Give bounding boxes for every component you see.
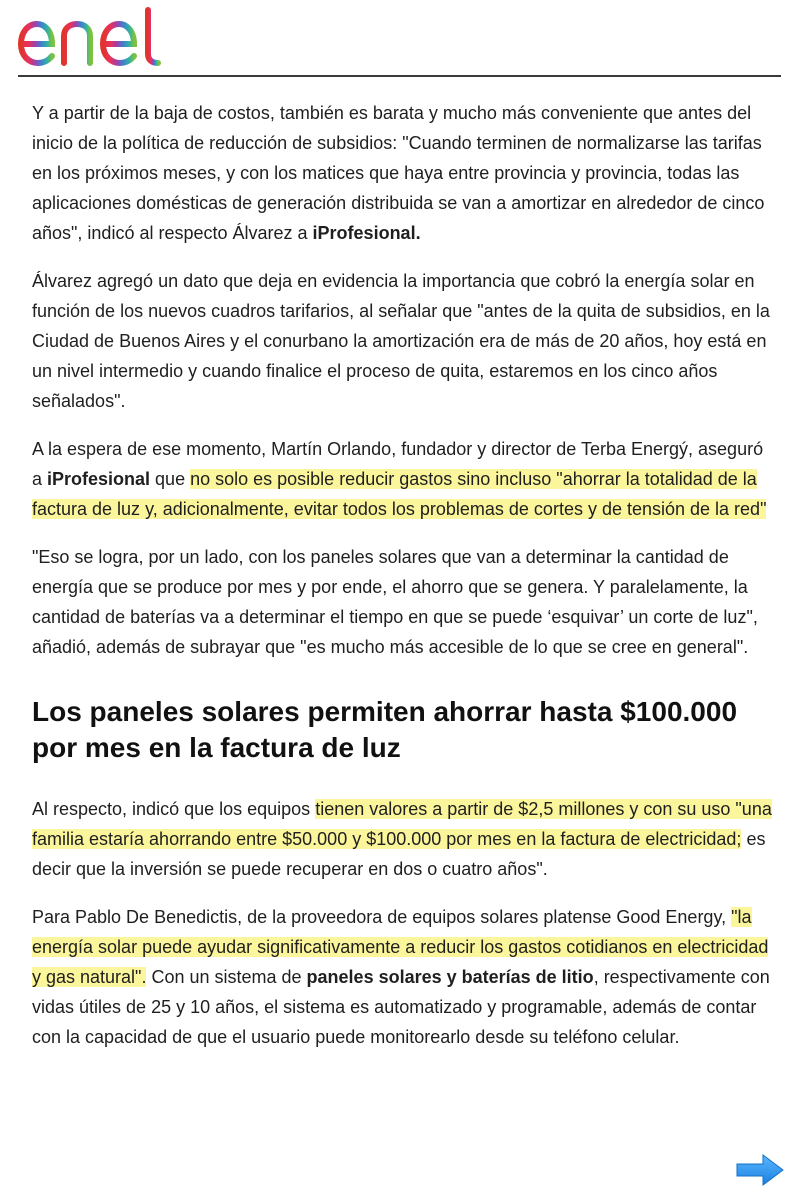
bold-source: iProfesional bbox=[47, 469, 151, 489]
paragraph-6 bbox=[32, 902, 772, 1052]
highlighted-quote: no solo es posible reducir gastos sino incluso "ahorrar la totalidad de la factura de luz y, adicionalmente, evitar todos los problemas de cortes y de tensión de la red" bbox=[32, 469, 767, 519]
paragraph-2 bbox=[32, 266, 772, 416]
section-heading: Los paneles solares permiten ahorrar hasta $100.000 por mes en la factura de luz bbox=[32, 696, 738, 763]
highlighted-quote: "la energía solar puede ayudar significativamente a reducir los gastos cotidianos en electricidad y gas natural". bbox=[32, 907, 769, 987]
paragraph-text: Álvarez agregó un dato que deja en evidencia la importancia que cobró la energía solar en función de los nuevos cuadros tarifarios, al señalar que "antes de la quita de subsidios, en la Ciudad de Buenos Aires y el conurbano la amortización era de más de 20 años, hoy está en un nivel intermedio y cuando finalice el proceso de quita, estaremos en los cinco años señalados". bbox=[32, 271, 770, 411]
paragraph-text: Y a partir de la baja de costos, también es barata y mucho más conveniente que antes del inicio de la política de reducción de subsidios: "Cuando terminen de normalizarse las tarifas en los próximos meses, y con los matices que haya entre provincia y provincia, todas las aplicaciones domésticas de generación distribuida se van a amortizar en alrededor de cinco años", indicó al respecto Álvarez a bbox=[32, 103, 765, 243]
paragraph-text: Con un sistema de bbox=[146, 967, 307, 987]
enel-logo[interactable] bbox=[18, 6, 180, 70]
paragraph-text: Para Pablo De Benedictis, de la proveedora de equipos solares platense Good Energy, bbox=[32, 907, 732, 927]
article-body bbox=[32, 86, 772, 1070]
paragraph-text: es decir que la inversión se puede recuperar en dos o cuatro años". bbox=[32, 829, 766, 879]
bold-source: iProfesional. bbox=[312, 223, 421, 243]
paragraph-3 bbox=[32, 434, 772, 524]
highlighted-quote: tienen valores a partir de $2,5 millones y con su uso "una familia estaría ahorrando entre $50.000 y $100.000 por mes en la factura de electricidad; bbox=[32, 799, 772, 849]
paragraph-4 bbox=[32, 542, 772, 662]
paragraph-text: , respectivamente con vidas útiles de 25 y 10 años, el sistema es automatizado y programable, además de contar con la capacidad de que el usuario puede monitorearlo desde su teléfono celular. bbox=[32, 967, 770, 1047]
bold-keyword: paneles solares y baterías de litio bbox=[306, 967, 594, 987]
paragraph-text: "Eso se logra, por un lado, con los paneles solares que van a determinar la cantidad de energía que se produce por mes y por ende, el ahorro que se genera. Y paralelamente, la cantidad de baterías va a determinar el tiempo en que se puede ‘esquivar’ un corte de luz", añadió, además de subrayar que "es mucho más accesible de lo que se cree en general". bbox=[32, 547, 758, 657]
paragraph-text: A la espera de ese momento, Martín Orlando, fundador y director de Terba Energý, aseguró a bbox=[32, 439, 764, 489]
arrow-right-icon[interactable] bbox=[735, 1152, 785, 1188]
paragraph-5 bbox=[32, 794, 772, 884]
paragraph-1 bbox=[32, 98, 772, 248]
site-header bbox=[18, 0, 781, 77]
paragraph-text: que bbox=[150, 469, 191, 489]
paragraph-text: Al respecto, indicó que los equipos bbox=[32, 799, 316, 819]
